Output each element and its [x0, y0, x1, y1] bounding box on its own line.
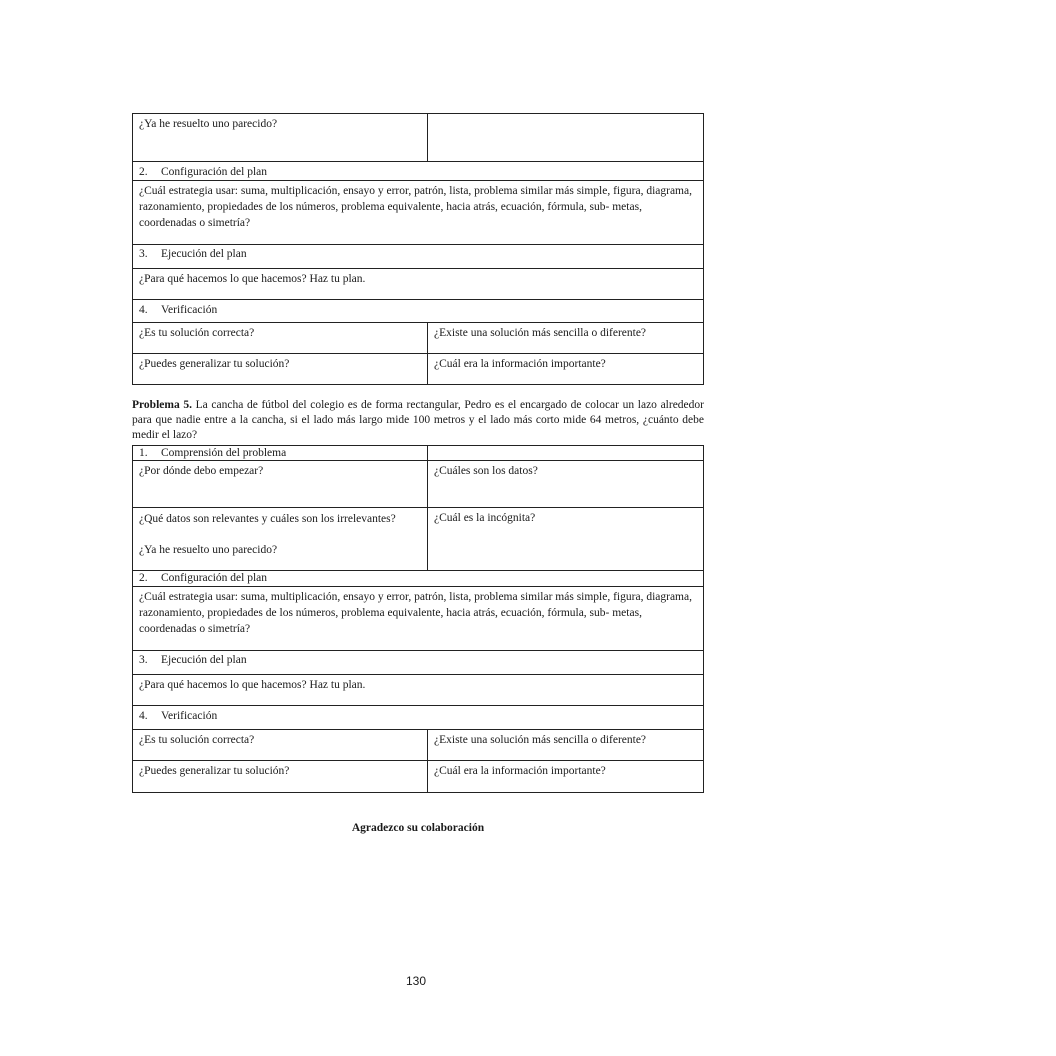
question-cell	[133, 269, 704, 300]
question-cell	[133, 587, 704, 651]
section-number: 4.	[139, 304, 148, 316]
worksheet-table-1	[132, 113, 704, 385]
section-header	[133, 571, 704, 587]
question-cell	[428, 761, 704, 793]
question-text: ¿Ya he resuelto uno parecido?	[139, 118, 278, 130]
question-cell	[133, 675, 704, 706]
question-text: ¿Es tu solución correcta?	[139, 734, 255, 746]
section-header	[133, 706, 704, 730]
section-title: Ejecución del plan	[161, 248, 247, 260]
section-header	[133, 446, 428, 461]
section-number: 2.	[139, 166, 148, 178]
worksheet-table-2	[132, 445, 704, 793]
question-text: ¿Puedes generalizar tu solución?	[139, 765, 290, 777]
section-title: Configuración del plan	[161, 572, 268, 584]
section-header	[133, 162, 704, 181]
problem-text: La cancha de fútbol del colegio es de forma rectangular, Pedro es el encargado de colocar un lazo alrededor para que nadie entre a la cancha, si el lado más largo mide 100 metros y el lado más corto mide 64 metros, ¿cuánto debe medir el lazo?	[132, 399, 704, 441]
question-text: ¿Existe una solución más sencilla o diferente?	[434, 734, 647, 746]
section-title: Comprensión del problema	[161, 447, 287, 459]
section-title: Configuración del plan	[161, 166, 268, 178]
question-text: ¿Qué datos son relevantes y cuáles son los irrelevantes?	[139, 513, 396, 525]
question-text: ¿Para qué hacemos lo que hacemos? Haz tu plan.	[139, 273, 366, 285]
question-cell	[428, 730, 704, 761]
section-number: 2.	[139, 572, 148, 584]
question-text: ¿Cuál era la información importante?	[434, 358, 606, 370]
section-number: 3.	[139, 248, 148, 260]
question-cell	[428, 508, 704, 571]
question-text: ¿Cuáles son los datos?	[434, 465, 538, 477]
question-cell	[133, 354, 428, 385]
section-title: Ejecución del plan	[161, 654, 247, 666]
question-text: ¿Cuál estrategia usar: suma, multiplicación, ensayo y error, patrón, lista, problema similar más simple, figura, diagrama, razonamiento, propiedades de los números, problema equivalente, hacia atrás, ecuación, fórmula, sub- metas, coordenadas o simetría?	[139, 591, 692, 635]
section-title: Verificación	[161, 304, 218, 316]
question-text: ¿Cuál estrategia usar: suma, multiplicación, ensayo y error, patrón, lista, problema similar más simple, figura, diagrama, razonamiento, propiedades de los números, problema equivalente, hacia atrás, ecuación, fórmula, sub- metas, coordenadas o simetría?	[139, 185, 692, 229]
question-text: ¿Por dónde debo empezar?	[139, 465, 264, 477]
section-number: 4.	[139, 710, 148, 722]
question-cell	[133, 323, 428, 354]
section-header	[133, 245, 704, 269]
question-cell	[133, 761, 428, 793]
answer-cell	[428, 114, 704, 162]
question-cell	[133, 730, 428, 761]
question-cell	[133, 181, 704, 245]
section-header	[133, 651, 704, 675]
question-text: ¿Puedes generalizar tu solución?	[139, 358, 290, 370]
page-number: 130	[405, 974, 427, 988]
section-number: 1.	[139, 447, 148, 459]
question-text: ¿Para qué hacemos lo que hacemos? Haz tu plan.	[139, 679, 366, 691]
question-text: ¿Existe una solución más sencilla o diferente?	[434, 327, 647, 339]
section-header	[133, 300, 704, 323]
problem-label: Problema 5.	[132, 399, 192, 411]
section-title: Verificación	[161, 710, 218, 722]
question-cell	[428, 323, 704, 354]
question-cell	[428, 461, 704, 508]
question-cell	[133, 461, 428, 508]
question-text: ¿Cuál es la incógnita?	[434, 512, 536, 524]
closing-note: Agradezco su colaboración	[351, 822, 485, 834]
question-cell	[428, 354, 704, 385]
question-text: ¿Ya he resuelto uno parecido?	[139, 544, 278, 556]
problem-5-statement	[132, 398, 704, 443]
question-cell	[133, 114, 428, 162]
question-text: ¿Cuál era la información importante?	[434, 765, 606, 777]
section-number: 3.	[139, 654, 148, 666]
empty-cell	[428, 446, 704, 461]
question-text: ¿Es tu solución correcta?	[139, 327, 255, 339]
question-cell	[133, 508, 428, 571]
